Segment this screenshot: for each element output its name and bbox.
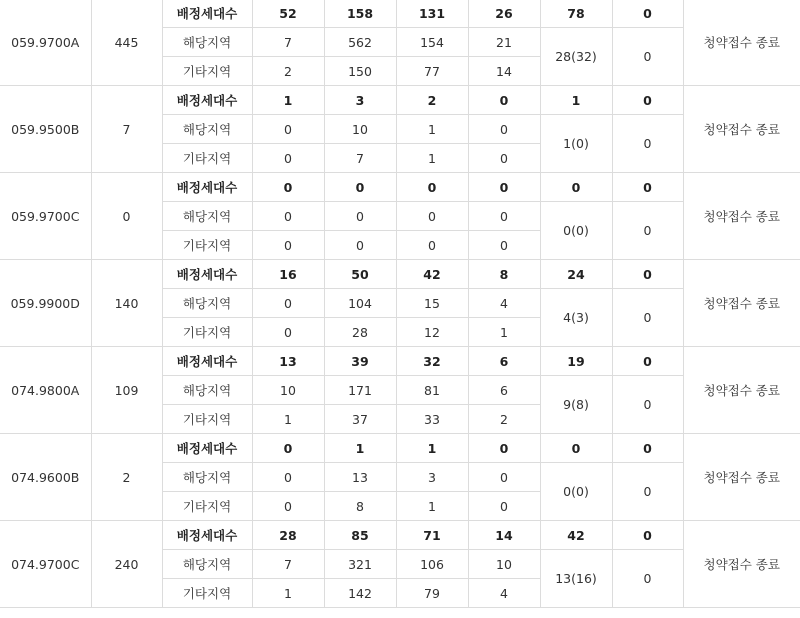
row-label-allocation: 배정세대수 [162,434,252,463]
value-cell: 1 [252,405,324,434]
value-cell: 0 [468,434,540,463]
row-label-allocation: 배정세대수 [162,347,252,376]
value-cell: 0 [612,173,683,202]
value-cell: 33 [396,405,468,434]
value-cell: 52 [252,0,324,28]
row-label-other: 기타지역 [162,231,252,260]
value-cell: 158 [324,0,396,28]
row-label-other: 기타지역 [162,405,252,434]
merged-value-cell: 0 [612,550,683,608]
value-cell: 39 [324,347,396,376]
value-cell: 6 [468,347,540,376]
value-cell: 0 [468,144,540,173]
value-cell: 0 [324,173,396,202]
value-cell: 6 [468,376,540,405]
value-cell: 1 [468,318,540,347]
value-cell: 106 [396,550,468,579]
value-cell: 14 [468,521,540,550]
value-cell: 0 [612,434,683,463]
value-cell: 0 [468,231,540,260]
value-cell: 0 [252,463,324,492]
merged-value-cell: 0 [612,28,683,86]
supply-count-cell: 445 [91,0,162,86]
value-cell: 0 [540,173,612,202]
value-cell: 150 [324,57,396,86]
row-label-allocation: 배정세대수 [162,173,252,202]
value-cell: 0 [612,0,683,28]
value-cell: 0 [468,202,540,231]
row-label-allocation: 배정세대수 [162,260,252,289]
row-label-other: 기타지역 [162,492,252,521]
value-cell: 12 [396,318,468,347]
value-cell: 562 [324,28,396,57]
row-label-other: 기타지역 [162,579,252,608]
value-cell: 10 [252,376,324,405]
housing-type-cell: 059.9500B [0,86,91,173]
merged-value-cell: 0 [612,289,683,347]
merged-value-cell: 4(3) [540,289,612,347]
table-row [0,86,800,115]
row-label-local: 해당지역 [162,376,252,405]
row-label-local: 해당지역 [162,463,252,492]
value-cell: 0 [396,202,468,231]
value-cell: 0 [252,202,324,231]
merged-value-cell: 0 [612,115,683,173]
value-cell: 10 [324,115,396,144]
value-cell: 71 [396,521,468,550]
value-cell: 131 [396,0,468,28]
value-cell: 0 [252,434,324,463]
value-cell: 0 [396,231,468,260]
value-cell: 1 [396,144,468,173]
value-cell: 2 [396,86,468,115]
supply-count-cell: 240 [91,521,162,608]
row-label-local: 해당지역 [162,202,252,231]
result-status-cell: 청약접수 종료 [683,86,800,173]
value-cell: 19 [540,347,612,376]
value-cell: 3 [324,86,396,115]
value-cell: 28 [252,521,324,550]
merged-value-cell: 9(8) [540,376,612,434]
row-label-allocation: 배정세대수 [162,0,252,28]
value-cell: 13 [324,463,396,492]
table-row [0,521,800,550]
value-cell: 4 [468,289,540,318]
housing-type-cell: 074.9800A [0,347,91,434]
value-cell: 15 [396,289,468,318]
value-cell: 0 [468,463,540,492]
supply-count-cell: 7 [91,86,162,173]
value-cell: 1 [324,434,396,463]
result-status-cell: 청약접수 종료 [683,521,800,608]
value-cell: 104 [324,289,396,318]
value-cell: 16 [252,260,324,289]
value-cell: 77 [396,57,468,86]
value-cell: 0 [324,202,396,231]
supply-count-cell: 2 [91,434,162,521]
value-cell: 0 [252,144,324,173]
merged-value-cell: 0 [612,202,683,260]
housing-type-cell: 059.9900D [0,260,91,347]
table-row [0,173,800,202]
value-cell: 10 [468,550,540,579]
value-cell: 1 [396,434,468,463]
row-label-local: 해당지역 [162,28,252,57]
value-cell: 0 [468,492,540,521]
value-cell: 79 [396,579,468,608]
value-cell: 1 [396,115,468,144]
value-cell: 7 [252,550,324,579]
value-cell: 21 [468,28,540,57]
result-status-cell: 청약접수 종료 [683,347,800,434]
value-cell: 2 [468,405,540,434]
row-label-local: 해당지역 [162,550,252,579]
value-cell: 1 [396,492,468,521]
value-cell: 1 [252,579,324,608]
table-row [0,347,800,376]
row-label-local: 해당지역 [162,289,252,318]
value-cell: 0 [612,347,683,376]
value-cell: 8 [324,492,396,521]
merged-value-cell: 0 [612,376,683,434]
value-cell: 2 [252,57,324,86]
value-cell: 42 [540,521,612,550]
row-label-allocation: 배정세대수 [162,521,252,550]
result-status-cell: 청약접수 종료 [683,0,800,86]
table-row [0,260,800,289]
value-cell: 14 [468,57,540,86]
result-status-cell: 청약접수 종료 [683,173,800,260]
value-cell: 0 [252,231,324,260]
value-cell: 78 [540,0,612,28]
housing-type-cell: 074.9700C [0,521,91,608]
value-cell: 42 [396,260,468,289]
value-cell: 0 [468,115,540,144]
value-cell: 8 [468,260,540,289]
value-cell: 321 [324,550,396,579]
value-cell: 154 [396,28,468,57]
value-cell: 81 [396,376,468,405]
value-cell: 0 [252,318,324,347]
supply-count-cell: 140 [91,260,162,347]
value-cell: 24 [540,260,612,289]
value-cell: 1 [252,86,324,115]
housing-type-cell: 059.9700C [0,173,91,260]
supply-count-cell: 0 [91,173,162,260]
merged-value-cell: 1(0) [540,115,612,173]
value-cell: 0 [468,173,540,202]
value-cell: 32 [396,347,468,376]
value-cell: 7 [252,28,324,57]
value-cell: 4 [468,579,540,608]
value-cell: 7 [324,144,396,173]
value-cell: 0 [612,260,683,289]
merged-value-cell: 13(16) [540,550,612,608]
value-cell: 13 [252,347,324,376]
value-cell: 0 [252,289,324,318]
value-cell: 3 [396,463,468,492]
housing-type-cell: 059.9700A [0,0,91,86]
table-row [0,434,800,463]
value-cell: 0 [252,115,324,144]
row-label-other: 기타지역 [162,57,252,86]
value-cell: 0 [612,521,683,550]
value-cell: 0 [468,86,540,115]
merged-value-cell: 0(0) [540,202,612,260]
housing-type-cell: 074.9600B [0,434,91,521]
value-cell: 0 [396,173,468,202]
supply-count-cell: 109 [91,347,162,434]
value-cell: 50 [324,260,396,289]
row-label-other: 기타지역 [162,144,252,173]
value-cell: 142 [324,579,396,608]
row-label-allocation: 배정세대수 [162,86,252,115]
result-status-cell: 청약접수 종료 [683,434,800,521]
merged-value-cell: 28(32) [540,28,612,86]
value-cell: 171 [324,376,396,405]
value-cell: 26 [468,0,540,28]
merged-value-cell: 0 [612,463,683,521]
table-row [0,0,800,28]
merged-value-cell: 0(0) [540,463,612,521]
value-cell: 0 [324,231,396,260]
value-cell: 28 [324,318,396,347]
value-cell: 0 [252,173,324,202]
result-status-cell: 청약접수 종료 [683,260,800,347]
value-cell: 0 [252,492,324,521]
row-label-other: 기타지역 [162,318,252,347]
value-cell: 85 [324,521,396,550]
value-cell: 0 [612,86,683,115]
value-cell: 0 [540,434,612,463]
row-label-local: 해당지역 [162,115,252,144]
value-cell: 37 [324,405,396,434]
value-cell: 1 [540,86,612,115]
